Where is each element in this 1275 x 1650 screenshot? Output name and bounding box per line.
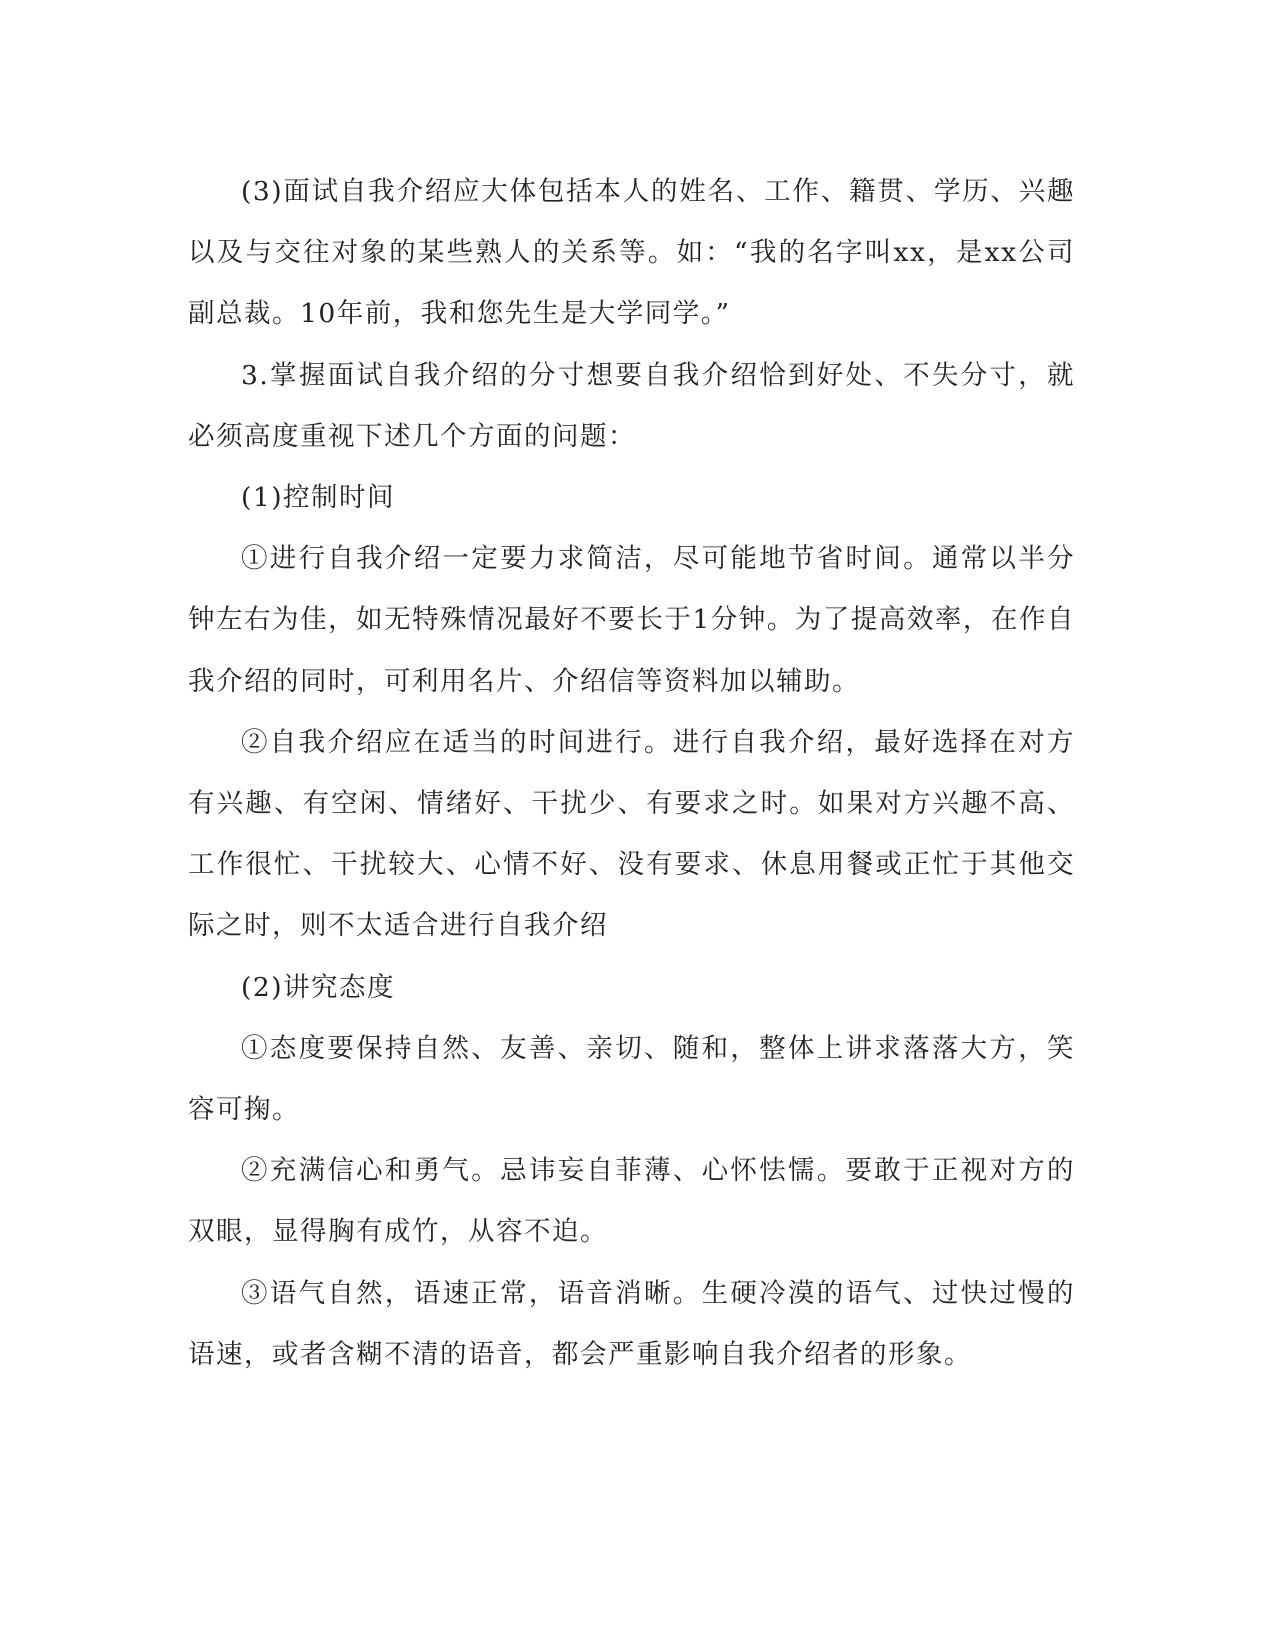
paragraph-grasp-measure: 3.掌握面试自我介绍的分寸想要自我介绍恰到好处、不失分寸，就必须高度重视下述几个方面的问题： (188, 359, 1075, 452)
heading-control-time: (1)控制时间 (241, 482, 396, 514)
paragraph-intro-content: (3)面试自我介绍应大体包括本人的姓名、工作、籍贯、学历、兴趣以及与交往对象的某些熟人的关系等。如：“我的名字叫xx，是xx公司副总裁。10年前，我和您先生是大学同学。” (188, 176, 1075, 330)
paragraph-confidence: ②充满信心和勇气。忌讳妄自菲薄、心怀怯懦。要敢于正视对方的双眼，显得胸有成竹，从容不迫。 (188, 1155, 1075, 1248)
heading-attitude: (2)讲究态度 (241, 971, 396, 1003)
paragraph-natural-attitude: ①态度要保持自然、友善、亲切、随和，整体上讲求落落大方，笑容可掬。 (188, 1032, 1075, 1126)
paragraph-tone: ③语气自然，语速正常，语音消晰。生硬冷漠的语气、过快过慢的语速，或者含糊不清的语音，都会严重影响自我介绍者的形象。 (188, 1277, 1075, 1370)
document-body (188, 161, 1075, 1385)
paragraph-concise: ①进行自我介绍一定要力求简洁，尽可能地节省时间。通常以半分钟左右为佳，如无特殊情况最好不要长于1分钟。为了提高效率，在作自我介绍的同时，可利用名片、介绍信等资料加以辅助。 (188, 543, 1075, 697)
paragraph-timing: ②自我介绍应在适当的时间进行。进行自我介绍，最好选择在对方有兴趣、有空闲、情绪好、干扰少、有要求之时。如果对方兴趣不高、工作很忙、干扰较大、心情不好、没有要求、休息用餐或正忙于其他交际之时，则不太适合进行自我介绍 (188, 726, 1075, 942)
